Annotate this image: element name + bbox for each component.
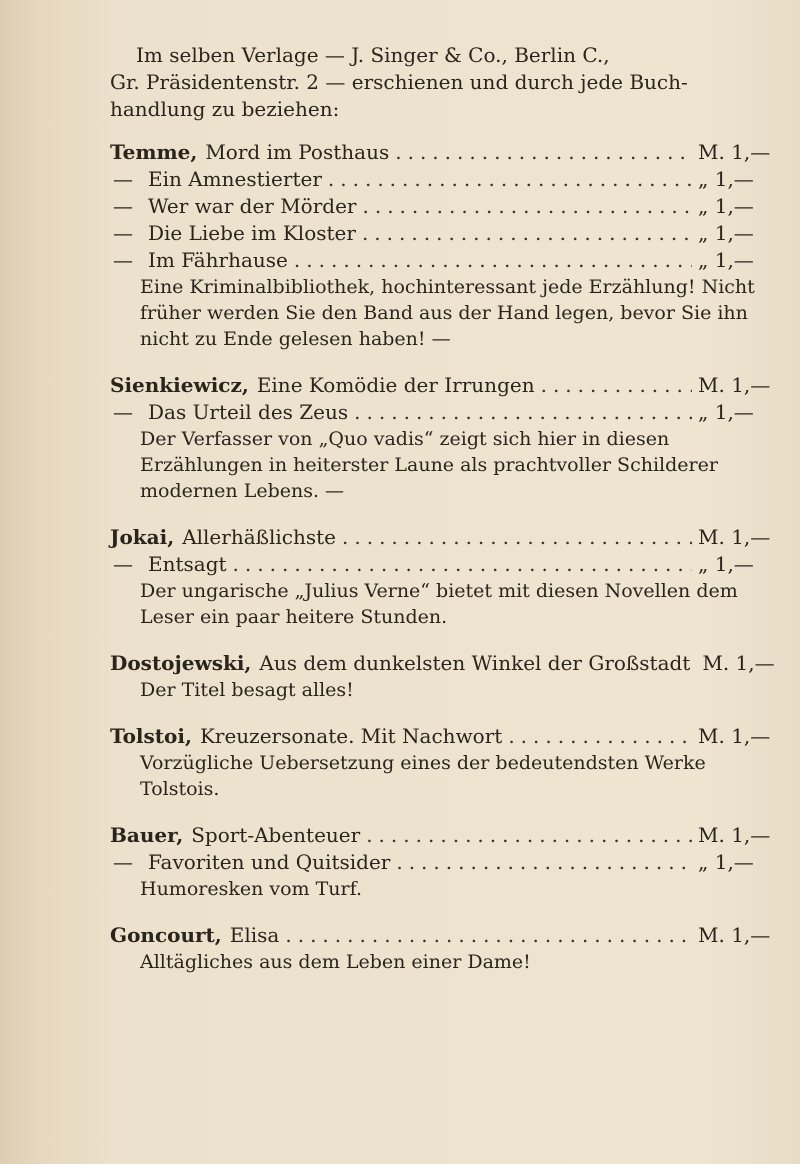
book-description: Vorzügliche Uebersetzung eines der bedeutendsten Werke Tolstois. [140, 752, 706, 800]
dot-leader [294, 247, 692, 274]
dot-leader [354, 399, 692, 426]
book-title: Das Urteil des Zeus [148, 400, 349, 424]
ditto-dash: — [113, 221, 133, 245]
book-price: M. 1,— [698, 140, 771, 164]
book-title: Allerhäßlichste [182, 525, 336, 549]
dot-leader [233, 551, 692, 578]
book-price: „ 1,— [698, 221, 754, 245]
book-description: Der ungarische „Julius Verne“ bietet mit diesen Novellen dem Leser ein paar heitere Stunden. [140, 580, 738, 628]
book-entry [110, 372, 770, 504]
book-row [110, 139, 770, 166]
book-entry [110, 139, 770, 352]
advertisement-text [110, 42, 775, 995]
book-description: Humoresken vom Turf. [140, 878, 362, 900]
book-price: „ 1,— [698, 194, 754, 218]
book-entry [110, 723, 770, 802]
author-name: Jokai, [110, 525, 175, 549]
dot-leader [396, 849, 692, 876]
book-row [110, 922, 770, 949]
author-name: Temme, [110, 140, 198, 164]
intro-line-2: Gr. Präsidentenstr. 2 — erschienen und durch jede Buch- [110, 70, 688, 94]
book-price: „ 1,— [698, 248, 754, 272]
book-row [110, 399, 770, 426]
book-entry [110, 822, 770, 902]
ditto-dash: — [113, 850, 133, 874]
intro-line-3: handlung zu beziehen: [110, 97, 340, 121]
book-row [110, 822, 770, 849]
book-entry [110, 922, 770, 975]
book-row [110, 524, 770, 551]
book-price: „ 1,— [698, 850, 754, 874]
author-name: Tolstoi, [110, 724, 192, 748]
intro-line-1: Im selben Verlage — J. Singer & Co., Berlin C., [136, 43, 610, 67]
book-title: Favoriten und Quitsider [148, 850, 391, 874]
ditto-dash: — [113, 552, 133, 576]
book-price: M. 1,— [698, 373, 771, 397]
author-name: Dostojewski, [110, 651, 252, 675]
dot-leader [366, 822, 692, 849]
book-row [110, 193, 770, 220]
ditto-dash: — [113, 194, 133, 218]
book-title: Wer war der Mörder [148, 194, 357, 218]
book-price: M. 1,— [698, 525, 771, 549]
book-row [110, 247, 770, 274]
author-name: Sienkiewicz, [110, 373, 249, 397]
book-price: M. 1,— [702, 651, 775, 675]
book-price: „ 1,— [698, 552, 754, 576]
book-price: „ 1,— [698, 400, 754, 424]
book-description: Der Titel besagt alles! [140, 679, 354, 701]
dot-leader [541, 372, 692, 399]
dot-leader [395, 139, 692, 166]
book-row [110, 166, 770, 193]
ditto-dash: — [113, 248, 133, 272]
dot-leader [362, 220, 692, 247]
book-price: „ 1,— [698, 167, 754, 191]
book-description: Eine Kriminalbibliothek, hochinteressant jede Erzählung! Nicht früher werden Sie den Band aus der Hand legen, bevor Sie ihn nicht zu Ende gelesen haben! — [140, 276, 755, 350]
dot-leader [362, 193, 692, 220]
ditto-dash: — [113, 167, 133, 191]
book-title: Elisa [229, 923, 280, 947]
publisher-intro [110, 42, 770, 123]
dot-leader [508, 723, 692, 750]
book-description: Alltägliches aus dem Leben einer Dame! [140, 951, 531, 973]
book-row [110, 551, 770, 578]
book-row [110, 220, 770, 247]
book-title: Aus dem dunkelsten Winkel der Großstadt [259, 651, 691, 675]
ditto-dash: — [113, 400, 133, 424]
book-price: M. 1,— [698, 724, 771, 748]
book-title: Mord im Posthaus [205, 140, 390, 164]
author-name: Goncourt, [110, 923, 222, 947]
dot-leader [342, 524, 692, 551]
author-name: Bauer, [110, 823, 184, 847]
book-title: Eine Komödie der Irrungen [256, 373, 535, 397]
book-title: Sport-Abenteuer [191, 823, 361, 847]
book-title: Ein Amnestierter [148, 167, 322, 191]
book-price: M. 1,— [698, 923, 771, 947]
book-row [110, 650, 775, 677]
book-entry [110, 650, 775, 703]
book-price: M. 1,— [698, 823, 771, 847]
book-title: Kreuzersonate. Mit Nachwort [199, 724, 503, 748]
dot-leader [285, 922, 692, 949]
book-row [110, 372, 770, 399]
dot-leader [328, 166, 692, 193]
book-title: Entsagt [148, 552, 227, 576]
book-description: Der Verfasser von „Quo vadis“ zeigt sich hier in diesen Erzählungen in heiterster Laune als prachtvoller Schilderer modernen Lebens. — [140, 428, 718, 502]
book-title: Die Liebe im Kloster [148, 221, 356, 245]
book-row [110, 849, 770, 876]
book-entry [110, 524, 770, 630]
book-title: Im Fährhause [148, 248, 288, 272]
book-row [110, 723, 770, 750]
